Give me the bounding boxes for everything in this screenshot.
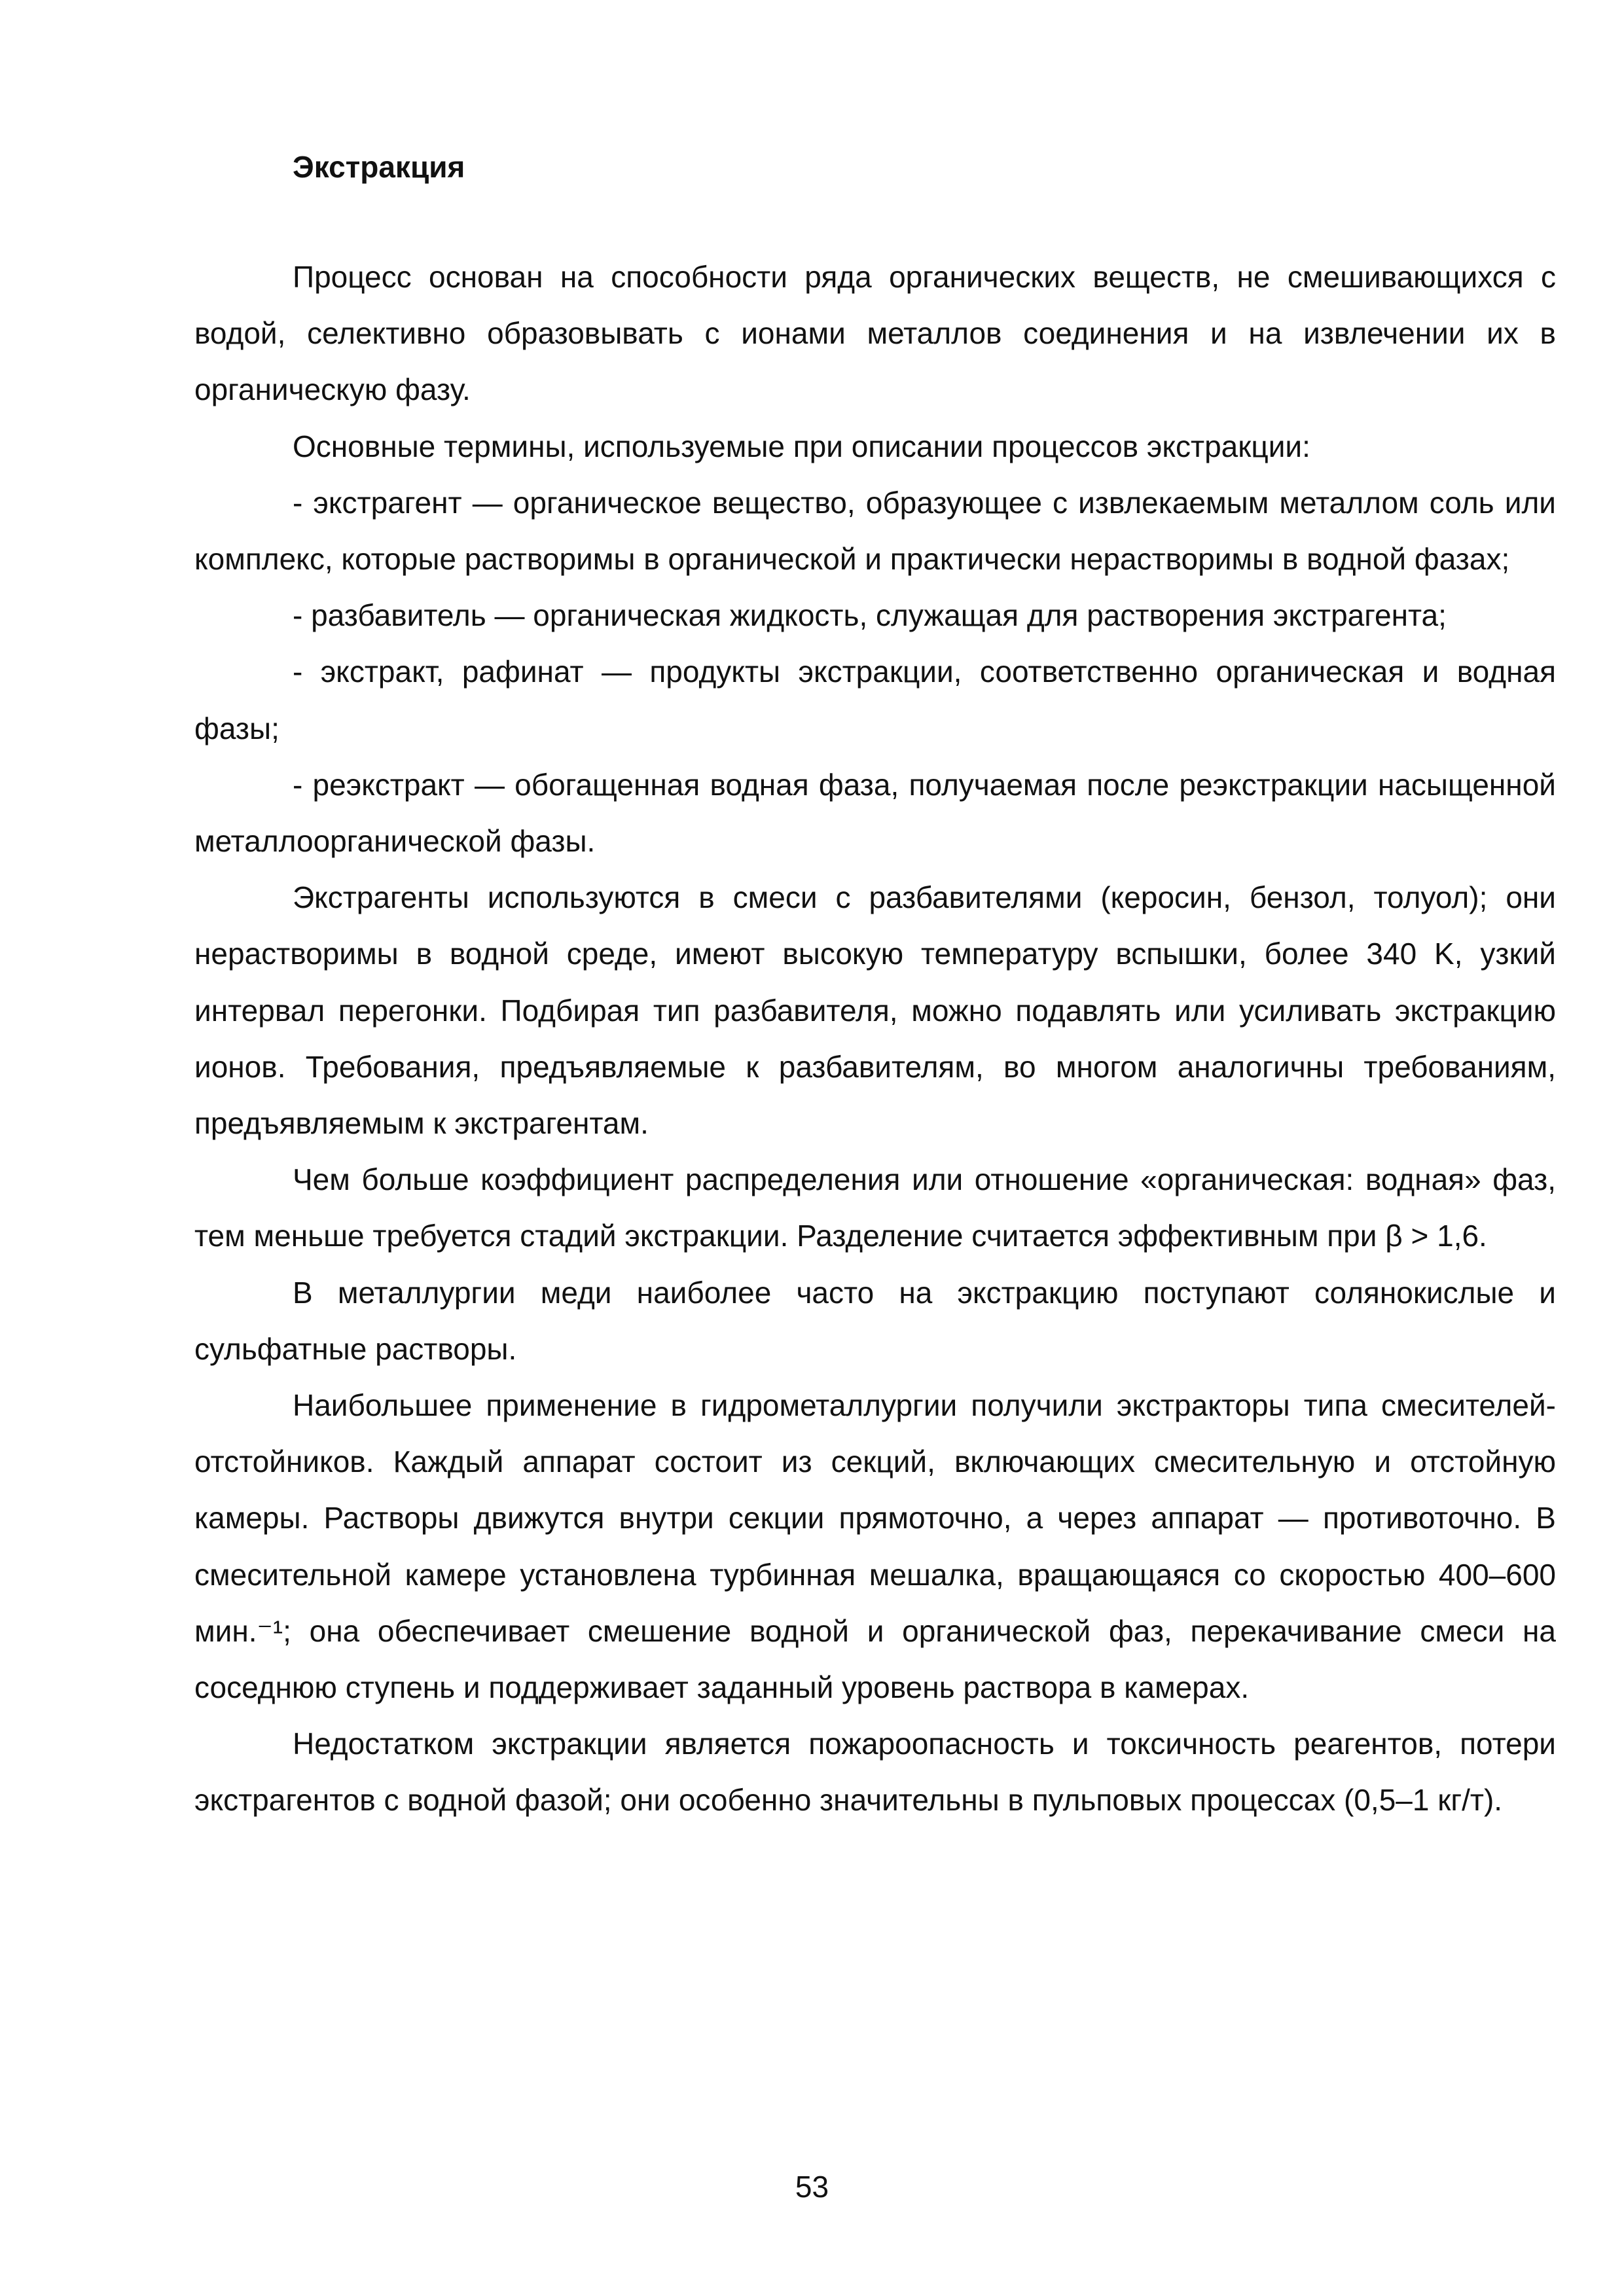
paragraph-diluents: Экстрагенты используются в смеси с разбавителями (керосин, бензол, толуол); они нерастворимы в водной среде, имеют высокую температуру вспышки, более 340 K, узкий интервал перегонки. Подбирая тип разбавителя, можно подавлять или усиливать экстракцию ионов. Требования, предъявляемые к разбавителям, во многом аналогичны требованиям, предъявляемым к экстрагентам. (194, 880, 1556, 1141)
paragraph-drawbacks: Недостатком экстракции является пожароопасность и токсичность реагентов, потери экстрагентов с водной фазой; они особенно значительны в пульповых процессах (0,5–1 кг/т). (194, 1727, 1556, 1818)
page-number: 53 (795, 2170, 829, 2204)
paragraph-distribution: Чем больше коэффициент распределения или отношение «органическая: водная» фаз, тем меньше требуется стадий экстракции. Разделение считается эффективным при β > 1,6. (194, 1162, 1556, 1253)
list-item-diluent: - разбавитель — органическая жидкость, служащая для растворения экстрагента; (293, 598, 1447, 633)
list-item-extract-raffinate: - экстракт, рафинат — продукты экстракции, соответственно органическая и водная фазы; (194, 655, 1556, 745)
section-title: Экстракция (293, 150, 465, 184)
paragraph-terms-heading: Основные термины, используемые при описании процессов экстракции: (293, 429, 1310, 463)
list-item-re-extract: - реэкстракт — обогащенная водная фаза, получаемая после реэкстракции насыщенной металлоорганической фазы. (194, 767, 1556, 859)
paragraph-copper: В металлургии меди наиболее часто на экстракцию поступают солянокислые и сульфатные растворы. (194, 1275, 1556, 1366)
paragraph-mixer-settlers: Наибольшее применение в гидрометаллургии получили экстракторы типа смесителей-отстойников. Каждый аппарат состоит из секций, включающих смесительную и отстойную камеры. Растворы движутся внутри секции прямоточно, а через аппарат — противоточно. В смесительной камере установлена турбинная мешалка, вращающаяся со скоростью 400–600 мин.⁻¹; она обеспечивает смешение водной и органической фаз, перекачивание смеси на соседнюю ступень и поддерживает заданный уровень раствора в камерах. (194, 1388, 1556, 1705)
body-text (194, 249, 1556, 1829)
paragraph-intro: Процесс основан на способности ряда органических веществ, не смешивающихся с водой, селективно образовывать с ионами металлов соединения и на извлечении их в органическую фазу. (194, 260, 1556, 407)
list-item-extractant: - экстрагент — органическое вещество, образующее с извлекаемым металлом соль или комплекс, которые растворимы в органической и практически нерастворимы в водной фазах; (194, 485, 1556, 577)
